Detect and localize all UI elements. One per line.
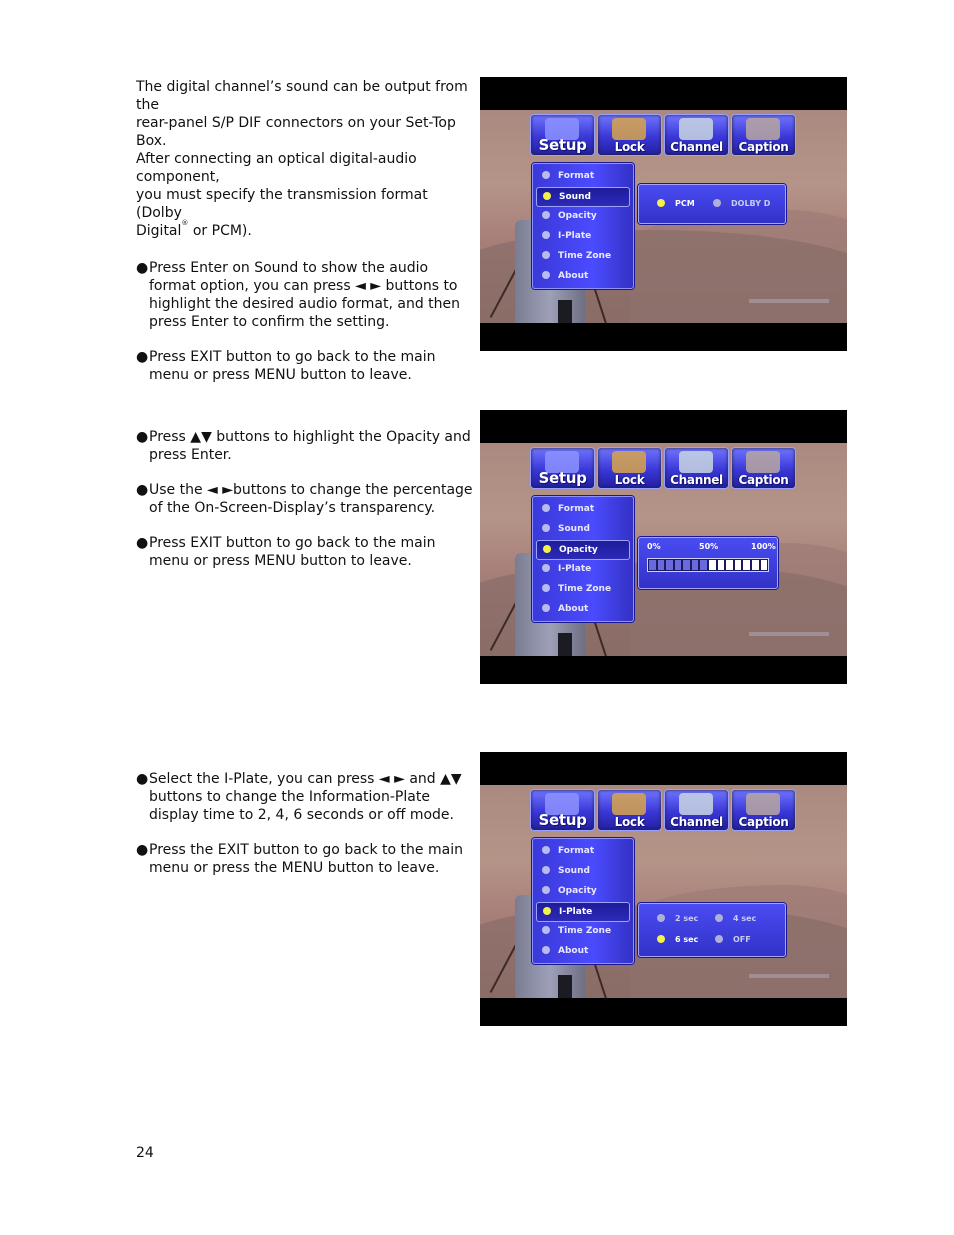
scale-max-label: 100%: [751, 542, 776, 551]
scale-mid-label: 50%: [699, 542, 719, 551]
remote-icon: [679, 451, 713, 473]
osd-tab-bar: [530, 789, 796, 831]
landscape-icon: [746, 451, 780, 473]
opacity-segment: [692, 560, 699, 570]
option-2-sec[interactable]: 2 sec: [657, 913, 698, 925]
option-dolby[interactable]: DOLBY D: [713, 198, 770, 210]
iplate-bullet-select: ●Select the I-Plate, you can press ◄ ► and ▲▼ buttons to change the Information-Plate display time to 2, 4, 6 seconds or off mode.: [136, 771, 462, 823]
tab-channel[interactable]: Channel: [664, 789, 729, 831]
option-pcm[interactable]: PCM: [657, 198, 695, 210]
opacity-panel: [638, 537, 778, 589]
tab-setup[interactable]: Setup: [530, 114, 595, 156]
iplate-panel: [638, 903, 786, 957]
menu-item-time-zone[interactable]: Time Zone: [536, 247, 628, 265]
opacity-segment: [735, 560, 742, 570]
landscape-icon: [746, 118, 780, 140]
sound-instructions: [136, 78, 478, 401]
scale-min-label: 0%: [647, 542, 661, 551]
setup-menu: [532, 163, 634, 289]
remote-icon: [679, 118, 713, 140]
tab-channel[interactable]: Channel: [664, 447, 729, 489]
opacity-segment: [726, 560, 733, 570]
tab-caption[interactable]: Caption: [731, 114, 796, 156]
setup-menu: [532, 838, 634, 964]
landscape-icon: [746, 793, 780, 815]
opacity-segment: [700, 560, 707, 570]
sound-bullet-exit: ●Press EXIT button to go back to the main menu or press MENU button to leave.: [136, 349, 436, 383]
menu-item-iplate[interactable]: I-Plate: [536, 227, 628, 245]
sound-intro-paragraph: The digital channel’s sound can be output from the rear-panel S/P DIF connectors on your Set-Top Box. After connecting an optical digital-audio component, you must specify the transmission format (Dolby Digital® or PCM).: [136, 79, 468, 239]
opacity-segment: [649, 560, 656, 570]
menu-item-format[interactable]: Format: [536, 167, 628, 185]
opacity-slider[interactable]: [647, 558, 769, 572]
menu-item-iplate[interactable]: I-Plate: [536, 902, 630, 922]
opacity-instructions: [136, 428, 478, 587]
tab-lock[interactable]: Lock: [597, 114, 662, 156]
menu-item-opacity[interactable]: Opacity: [536, 882, 628, 900]
opacity-segment: [761, 560, 768, 570]
option-off[interactable]: OFF: [715, 934, 751, 946]
menu-item-time-zone[interactable]: Time Zone: [536, 580, 628, 598]
tab-channel[interactable]: Channel: [664, 114, 729, 156]
sound-bullet-enter: ●Press Enter on Sound to show the audio format option, you can press ◄ ► buttons to highlight the desired audio format, and then press Enter to confirm the setting.: [136, 260, 461, 330]
menu-item-sound[interactable]: Sound: [536, 187, 630, 207]
opacity-segment: [743, 560, 750, 570]
iplate-instructions: [136, 770, 478, 894]
padlock-icon: [612, 451, 646, 473]
tab-lock[interactable]: Lock: [597, 447, 662, 489]
opacity-segment: [709, 560, 716, 570]
opacity-segment: [752, 560, 759, 570]
opacity-segment: [658, 560, 665, 570]
opacity-segment: [683, 560, 690, 570]
menu-item-sound[interactable]: Sound: [536, 862, 628, 880]
opacity-segment: [666, 560, 673, 570]
page-number: 24: [136, 1145, 154, 1161]
menu-item-opacity[interactable]: Opacity: [536, 207, 628, 225]
tab-caption[interactable]: Caption: [731, 789, 796, 831]
menu-item-opacity[interactable]: Opacity: [536, 540, 630, 560]
opacity-segment: [675, 560, 682, 570]
menu-item-about[interactable]: About: [536, 267, 628, 285]
setup-menu: [532, 496, 634, 622]
iplate-bullet-exit: ●Press the EXIT button to go back to the main menu or press the MENU button to leave.: [136, 842, 463, 876]
iplate-screenshot: [480, 752, 847, 1026]
osd-tab-bar: [530, 114, 796, 156]
opacity-bullet-exit: ●Press EXIT button to go back to the main menu or press MENU button to leave.: [136, 535, 436, 569]
option-6-sec[interactable]: 6 sec: [657, 934, 698, 946]
registered-mark: ®: [181, 219, 189, 227]
menu-item-sound[interactable]: Sound: [536, 520, 628, 538]
opacity-segment: [718, 560, 725, 570]
opacity-bullet-highlight: ●Press ▲▼ buttons to highlight the Opacity and press Enter.: [136, 429, 471, 463]
tab-setup[interactable]: Setup: [530, 447, 595, 489]
sound-format-panel: [638, 184, 786, 224]
sound-screenshot: [480, 77, 847, 351]
remote-icon: [679, 793, 713, 815]
menu-item-about[interactable]: About: [536, 942, 628, 960]
menu-item-about[interactable]: About: [536, 600, 628, 618]
menu-item-time-zone[interactable]: Time Zone: [536, 922, 628, 940]
padlock-icon: [612, 793, 646, 815]
opacity-screenshot: [480, 410, 847, 684]
padlock-icon: [612, 118, 646, 140]
menu-item-format[interactable]: Format: [536, 500, 628, 518]
tab-caption[interactable]: Caption: [731, 447, 796, 489]
osd-tab-bar: [530, 447, 796, 489]
tab-setup[interactable]: Setup: [530, 789, 595, 831]
tab-lock[interactable]: Lock: [597, 789, 662, 831]
opacity-bullet-change: ●Use the ◄ ►buttons to change the percentage of the On-Screen-Display’s transparency.: [136, 482, 473, 516]
menu-item-format[interactable]: Format: [536, 842, 628, 860]
menu-item-iplate[interactable]: I-Plate: [536, 560, 628, 578]
option-4-sec[interactable]: 4 sec: [715, 913, 756, 925]
